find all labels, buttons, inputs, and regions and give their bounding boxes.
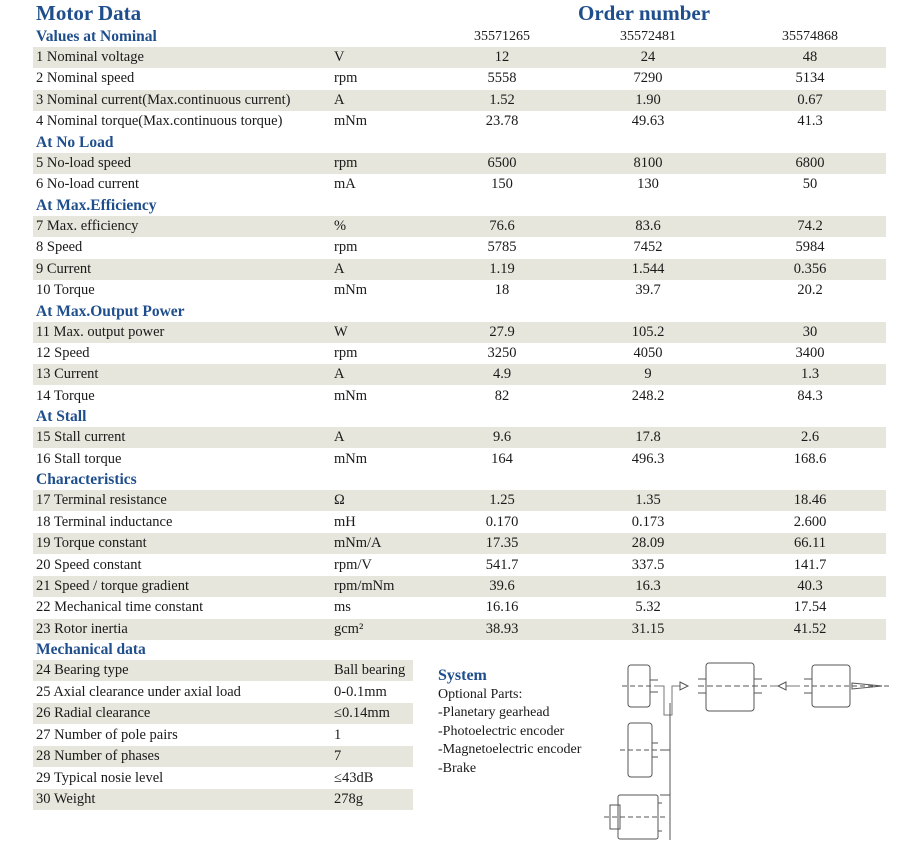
row-label: 26 Radial clearance [36,705,151,722]
row-value-1: 1.52 [489,91,515,108]
row-label: 24 Bearing type [36,662,129,679]
section-heading: At No Load [36,133,114,151]
table-row [33,216,886,237]
table-row [33,68,886,89]
row-label: 10 Torque [36,282,95,299]
system-title: System [438,667,487,684]
row-value-2: 39.7 [635,282,661,299]
row-value-1: 5785 [487,239,517,256]
row-label: 21 Speed / torque gradient [36,578,190,594]
table-row [33,259,886,280]
system-line: -Planetary gearhead [438,705,550,720]
row-value-3: 84.3 [797,387,823,404]
row-value-1: 39.6 [489,578,515,594]
row-unit: mNm [334,450,368,467]
system-line: -Brake [438,760,477,776]
table-row [33,682,413,703]
row-value-1: 3250 [487,344,517,361]
row-unit: gcm² [334,620,364,637]
table-row [33,322,886,343]
row-label: 1 Nominal voltage [36,49,144,65]
row-label: 16 Stall torque [36,450,122,467]
row-value-3: 1.3 [800,366,820,383]
table-row [33,746,413,767]
row-unit: ms [334,599,351,616]
system-line: -Magnetoelectric encoder [438,742,582,757]
table-row [33,153,886,174]
row-value-1: 18 [494,282,510,299]
arrow-left-icon [770,682,800,690]
row-unit: mNm [334,282,368,299]
row-unit: rpm [334,344,358,361]
row-value-2: 7290 [633,70,663,87]
row-unit: rpm [334,154,358,171]
table-row [33,555,886,576]
table-row [33,490,886,511]
row-value-3: 17.54 [793,599,827,616]
row-value-1: 82 [494,387,510,404]
section-heading: At Max.Output Power [36,302,185,320]
row-value-2: 130 [637,176,659,193]
row-value-1: 1.25 [489,492,515,509]
row-value-2: 5.32 [635,599,661,616]
row-label: 23 Rotor inertia [36,620,128,637]
row-value-2: 83.6 [635,217,661,234]
row-value-2: 337.5 [631,556,665,573]
row-value-2: 105.2 [631,323,665,340]
row-value-3: 50 [802,176,818,193]
row-label: 15 Stall current [36,429,126,446]
table-row [33,111,886,132]
table-row [33,512,886,533]
row-label: 3 Nominal current(Max.continuous current) [36,91,291,108]
row-value-2: 24 [640,49,656,65]
row-value-1: 164 [491,450,513,467]
order-number-2: 35572481 [620,29,676,44]
row-value-2: 1.90 [635,91,661,108]
row-value-3: 2.6 [800,429,820,446]
row-value-3: 0.356 [793,260,827,277]
order-number-3: 35574868 [782,29,838,44]
row-value-1: 541.7 [485,556,519,573]
row-unit: rpm/V [334,556,372,573]
row-value-1: 6500 [487,154,517,171]
row-value-1: 16.16 [485,599,519,616]
system-panel [438,667,581,778]
table-row [33,703,413,724]
row-value-1: 9.6 [492,429,512,446]
flange-drawing [604,795,666,839]
section-heading: Characteristics [36,471,137,489]
row-unit: % [334,217,347,234]
row-value: ≤43dB [334,769,374,786]
row-unit: rpm [334,70,358,87]
order-number-1: 35571265 [474,29,530,44]
order-number-title: Order number [578,1,711,25]
row-unit: Ω [334,492,345,509]
row-value-3: 168.6 [793,450,827,467]
row-label: 20 Speed constant [36,556,142,573]
row-value-3: 5984 [795,239,825,256]
row-value-3: 41.52 [793,620,827,637]
row-value-2: 0.173 [631,513,665,530]
row-label: 9 Current [36,260,92,277]
row-unit: A [334,366,345,383]
row-label: 30 Weight [36,791,96,808]
row-value-2: 1.544 [631,260,665,277]
section-heading: Values at Nominal [36,28,157,45]
row-value-2: 4050 [633,344,663,361]
row-value: ≤0.14mm [334,705,390,722]
table-row [33,386,886,407]
row-label: 28 Number of phases [36,748,160,765]
table-row [33,427,886,448]
row-value-2: 31.15 [631,620,665,637]
row-value-3: 20.2 [797,282,823,299]
table-row [33,576,886,597]
row-unit: mNm [334,113,368,130]
row-value-2: 8100 [633,154,663,171]
connector-line [660,703,670,840]
row-label: 12 Speed [36,344,90,361]
table-row [33,597,886,618]
row-value-3: 6800 [795,154,825,171]
row-value-1: 12 [494,49,510,65]
system-line: -Photoelectric encoder [438,723,565,739]
row-label: 13 Current [36,366,99,383]
brake-drawing [804,665,890,707]
row-value-2: 248.2 [631,387,665,404]
row-value-3: 74.2 [797,217,823,234]
row-value: 0-0.1mm [334,683,387,700]
encoder-drawing [620,723,660,777]
row-value: 7 [334,748,342,765]
row-label: 19 Torque constant [36,535,147,552]
row-value-1: 17.35 [485,535,519,552]
row-unit: W [334,323,348,340]
row-unit: rpm [334,239,358,256]
row-value-1: 27.9 [489,323,515,340]
gearhead-drawing [622,665,658,707]
row-label: 18 Terminal inductance [36,513,173,530]
row-value-2: 28.09 [631,535,665,552]
row-unit: A [334,91,345,108]
row-value-1: 38.93 [485,620,519,637]
table-row [33,47,886,68]
row-value-2: 9 [644,366,652,383]
row-value-1: 4.9 [492,366,512,383]
table-row [33,660,413,681]
row-label: 6 No-load current [36,176,140,193]
section-heading: At Stall [36,408,87,426]
row-label: 27 Number of pole pairs [36,726,178,743]
row-unit: mNm/A [334,535,382,552]
row-value-3: 41.3 [797,113,823,130]
row-label: 2 Nominal speed [36,70,135,87]
row-unit: rpm/mNm [334,578,395,594]
row-value-2: 49.63 [631,113,665,130]
row-label: 8 Speed [36,239,83,256]
row-label: 25 Axial clearance under axial load [36,683,241,700]
row-value-1: 23.78 [485,113,519,130]
row-value-1: 150 [491,176,513,193]
table-row [33,619,886,640]
system-line: Optional Parts: [438,686,523,702]
row-value-3: 66.11 [793,535,827,552]
table-row [33,174,886,195]
row-value-1: 0.170 [485,513,519,530]
row-value-3: 5134 [795,70,825,87]
table-row [33,533,886,554]
row-value-3: 2.600 [793,513,827,530]
row-value-3: 18.46 [793,492,827,509]
section-heading: Mechanical data [36,641,146,659]
row-unit: V [334,49,345,65]
row-value-3: 0.67 [797,91,823,108]
row-value-3: 48 [802,49,818,65]
row-label: 11 Max. output power [36,323,165,340]
table-row [33,789,413,810]
section-heading: At Max.Efficiency [36,196,157,214]
row-label: 5 No-load speed [36,154,132,171]
row-value-3: 141.7 [793,556,827,573]
row-label: 17 Terminal resistance [36,492,167,509]
row-unit: A [334,429,345,446]
row-value: 278g [334,791,363,808]
row-value: Ball bearing [334,662,406,679]
row-unit: mA [334,176,356,193]
row-unit: A [334,260,345,277]
table-row [33,364,886,385]
table-row [33,768,413,789]
table-row [33,725,413,746]
table-row [33,343,886,364]
table-row [33,90,886,111]
row-unit: mNm [334,387,368,404]
row-value-3: 30 [802,323,818,340]
row-label: 22 Mechanical time constant [36,599,204,616]
row-value-3: 40.3 [797,578,823,594]
row-value: 1 [334,726,342,743]
row-value-2: 1.35 [635,492,661,509]
row-value-2: 16.3 [635,578,661,594]
row-label: 14 Torque [36,387,95,404]
row-value-1: 76.6 [489,217,515,234]
row-value-2: 496.3 [631,450,665,467]
motor-drawing [698,663,770,711]
table-row [33,280,886,301]
row-label: 4 Nominal torque(Max.continuous torque) [36,113,283,130]
table-row [33,237,886,258]
system-diagram [600,655,900,860]
row-value-3: 3400 [795,344,825,361]
motor-data-title: Motor Data [36,1,142,25]
arrow-icon [654,682,688,715]
row-value-2: 7452 [633,239,663,256]
row-label: 29 Typical nosie level [36,769,164,786]
row-value-1: 1.19 [489,260,515,277]
table-row [33,449,886,470]
row-unit: mH [334,513,356,530]
row-value-1: 5558 [487,70,517,87]
row-label: 7 Max. efficiency [36,217,139,234]
row-value-2: 17.8 [635,429,661,446]
